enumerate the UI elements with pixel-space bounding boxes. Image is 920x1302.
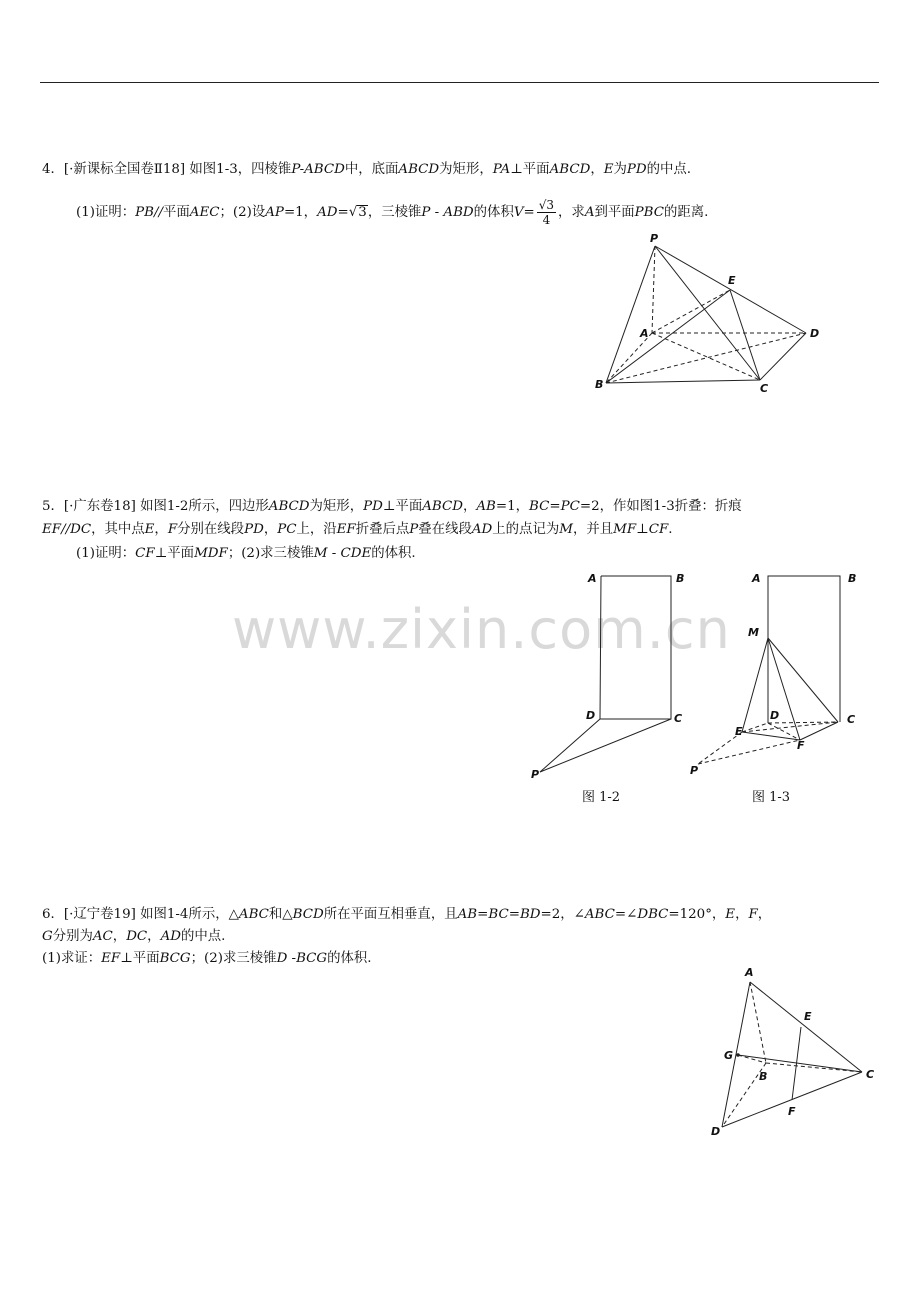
figure-q5-fig13 xyxy=(698,576,840,764)
q5-f13-label-f: F xyxy=(797,739,805,752)
q4-label-a: A xyxy=(640,327,649,340)
q6-label-d: D xyxy=(711,1125,721,1138)
q6-stem-line1: 6．[·辽宁卷19] 如图1-4所示，△ABC和△BCD所在平面互相垂直，且AB=BC=BD=2，∠ABC=∠DBC=120°，E，F， xyxy=(42,907,772,922)
caption-fig-1-2: 图 1-2 xyxy=(582,790,621,805)
q6-parts: (1)求证：EF⊥平面BCG；(2)求三棱锥D -BCG的体积. xyxy=(42,951,372,966)
volume-fraction: $\frac{√3}{4}$ xyxy=(538,198,555,227)
figure-q4-pyramid xyxy=(606,246,806,383)
q5-stem-line1: 5．[·广东卷18] 如图1-2所示，四边形ABCD为矩形，PD⊥平面ABCD，AB=1，BC=PC=2，作如图1-3折叠：折痕 xyxy=(42,499,742,514)
q6-label-g: G xyxy=(724,1049,734,1062)
q6-label-e: E xyxy=(804,1010,812,1023)
q4-label-e: E xyxy=(728,274,736,287)
q6-label-b: B xyxy=(759,1070,768,1083)
q5-f13-label-a: A xyxy=(752,572,761,585)
q4-label-d: D xyxy=(810,327,820,340)
q6-stem-line2: G分别为AC，DC，AD的中点. xyxy=(42,929,226,944)
q5-f13-label-d: D xyxy=(770,709,780,722)
q5-parts: (1)证明：CF⊥平面MDF；(2)求三棱锥M - CDE的体积. xyxy=(76,546,416,561)
q4-label-c: C xyxy=(760,382,769,395)
q5-f12-label-d: D xyxy=(586,709,596,722)
q5-stem-line2: EF//DC，其中点E，F分别在线段PD，PC上，沿EF折叠后点P叠在线段AD上的点记为M，并且MF⊥CF. xyxy=(42,522,673,537)
q5-f13-label-m: M xyxy=(748,626,759,639)
caption-fig-1-3: 图 1-3 xyxy=(752,790,791,805)
watermark: www.zixin.com.cn xyxy=(232,598,731,661)
q5-f13-label-p: P xyxy=(690,764,699,777)
q6-label-c: C xyxy=(866,1068,875,1081)
q5-f12-label-a: A xyxy=(588,572,597,585)
q5-f13-label-e: E xyxy=(735,725,743,738)
q5-f12-label-b: B xyxy=(676,572,685,585)
q4-label-b: B xyxy=(595,378,604,391)
q4-label-p: P xyxy=(650,232,659,245)
q6-label-a: A xyxy=(745,966,754,979)
q5-f13-label-c: C xyxy=(847,713,856,726)
q6-point-g-dot xyxy=(736,1053,740,1057)
q4-stem: 4．[·新课标全国卷Ⅱ18] 如图1-3，四棱锥P-ABCD中，底面ABCD为矩形，PA⊥平面ABCD，E为PD的中点. xyxy=(42,162,692,177)
q5-f12-label-c: C xyxy=(674,712,683,725)
q5-f12-label-p: P xyxy=(531,768,540,781)
figure-q5-fig12 xyxy=(540,576,671,772)
q6-label-f: F xyxy=(788,1105,796,1118)
q4-parts: (1)证明：PB//平面AEC；(2)设AP=1，AD=√3，三棱锥P - ABD的体积V= $\frac{√3}{4}$ ，求A到平面PBC的距离. xyxy=(76,198,709,227)
q5-f13-label-b: B xyxy=(848,572,857,585)
